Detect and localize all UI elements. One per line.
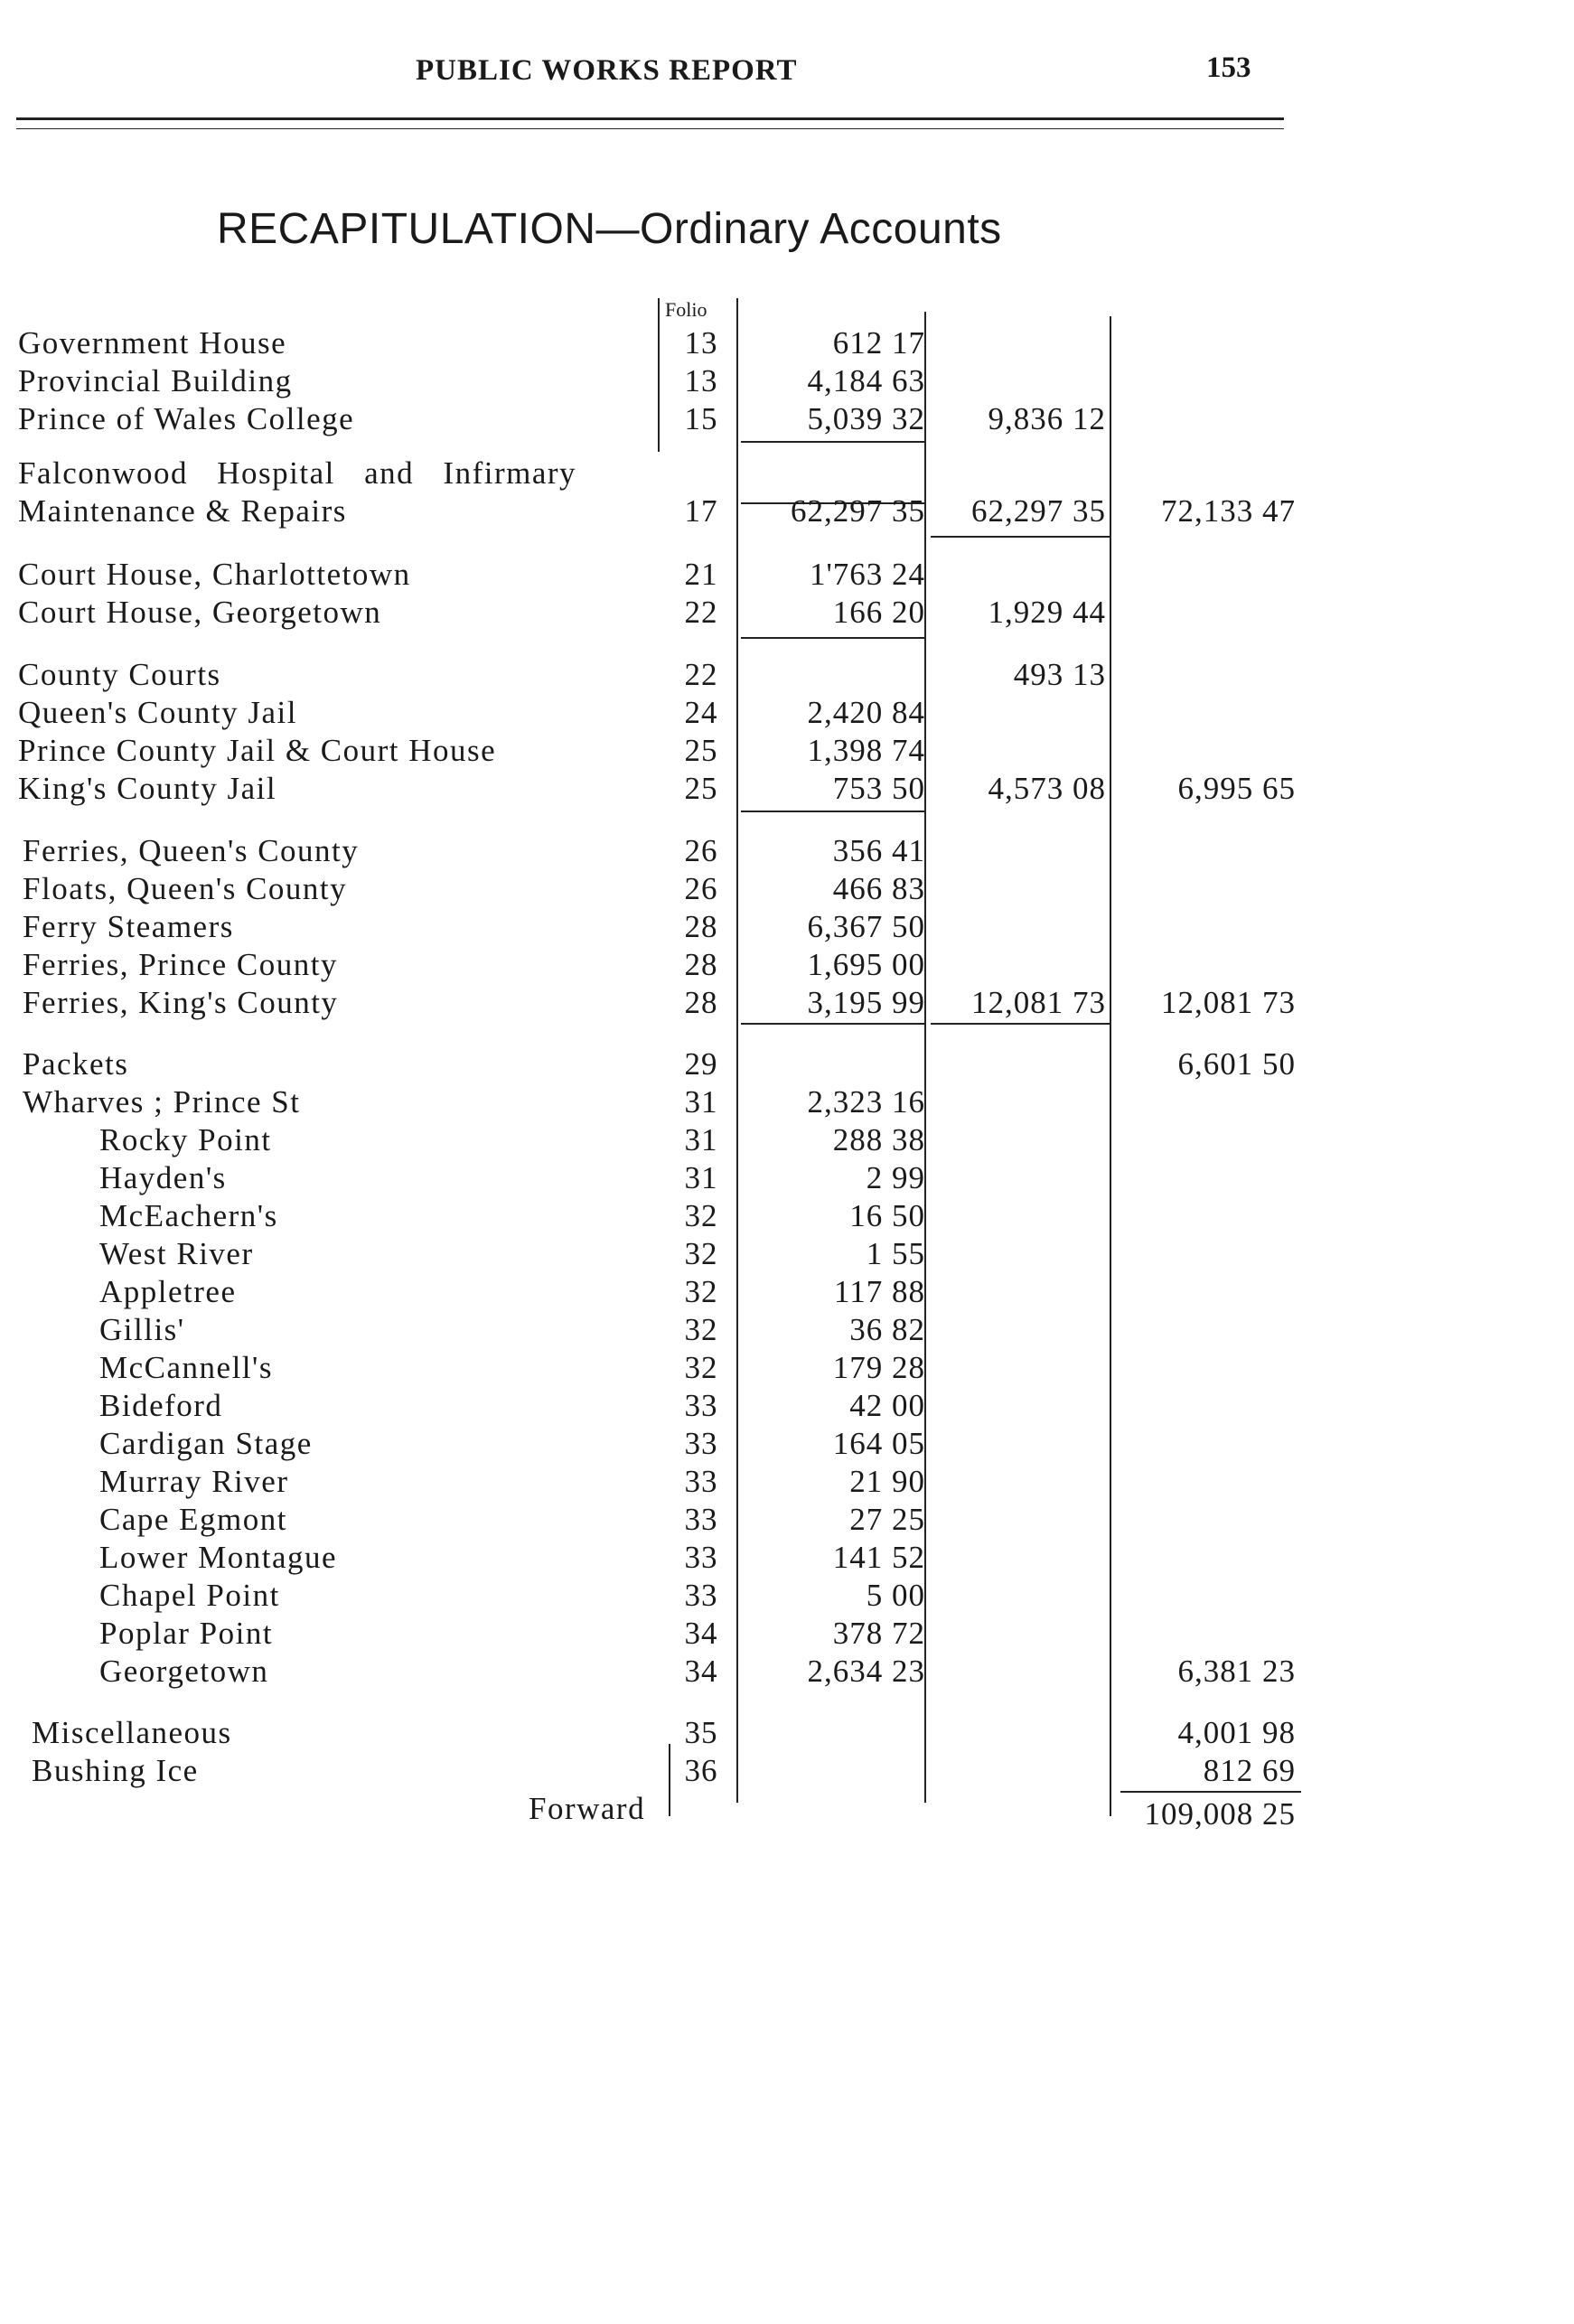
row-label: West River bbox=[99, 1236, 254, 1271]
row-folio: 32 bbox=[684, 1198, 718, 1233]
folio-column-header: Folio bbox=[665, 298, 707, 321]
row-folio: 25 bbox=[684, 733, 718, 768]
row-total: 6,381 23 bbox=[1177, 1654, 1296, 1689]
sum-rule bbox=[931, 1023, 1110, 1025]
row-amount: 166 20 bbox=[832, 595, 925, 630]
row-folio: 32 bbox=[684, 1350, 718, 1385]
row-amount: 356 41 bbox=[832, 833, 925, 868]
row-folio: 22 bbox=[684, 595, 718, 630]
row-label: Ferry Steamers bbox=[23, 909, 234, 944]
row-label: King's County Jail bbox=[18, 771, 277, 806]
row-amount: 1'763 24 bbox=[809, 557, 925, 592]
row-folio: 33 bbox=[684, 1502, 718, 1537]
row-label: Ferries, Prince County bbox=[23, 947, 338, 982]
row-folio: 13 bbox=[684, 325, 718, 361]
row-folio: 31 bbox=[684, 1122, 718, 1157]
row-label: Maintenance & Repairs bbox=[18, 493, 347, 529]
header-rule-bottom bbox=[16, 128, 1284, 129]
row-subtotal: 493 13 bbox=[1013, 657, 1106, 692]
row-total: 6,995 65 bbox=[1177, 771, 1296, 806]
row-label: McCannell's bbox=[99, 1350, 273, 1385]
folio-left-rule-lower bbox=[669, 1744, 670, 1816]
row-folio: 33 bbox=[684, 1426, 718, 1461]
row-total: 4,001 98 bbox=[1177, 1715, 1296, 1750]
row-label: Court House, Georgetown bbox=[18, 595, 382, 630]
row-label: Murray River bbox=[99, 1464, 289, 1499]
row-amount: 466 83 bbox=[832, 871, 925, 906]
row-folio: 22 bbox=[684, 657, 718, 692]
row-label: Queen's County Jail bbox=[18, 695, 297, 730]
row-amount: 1,398 74 bbox=[807, 733, 925, 768]
running-header-title: PUBLIC WORKS REPORT bbox=[416, 54, 798, 87]
page-heading: RECAPITULATION—Ordinary Accounts bbox=[217, 205, 1002, 253]
row-subtotal: 12,081 73 bbox=[971, 985, 1106, 1020]
col2-right-rule bbox=[1110, 316, 1111, 1816]
row-amount: 378 72 bbox=[832, 1616, 925, 1651]
row-amount: 2,634 23 bbox=[807, 1654, 925, 1689]
row-subtotal: 62,297 35 bbox=[971, 493, 1106, 529]
sum-rule bbox=[741, 1023, 924, 1025]
row-subtotal: 1,929 44 bbox=[988, 595, 1106, 630]
folio-left-rule bbox=[658, 298, 660, 452]
row-folio: 24 bbox=[684, 695, 718, 730]
row-label: Cape Egmont bbox=[99, 1502, 287, 1537]
row-label: Ferries, Queen's County bbox=[23, 833, 360, 868]
row-label: McEachern's bbox=[99, 1198, 278, 1233]
row-folio: 34 bbox=[684, 1654, 718, 1689]
row-folio: 35 bbox=[684, 1715, 718, 1750]
row-label: Lower Montague bbox=[99, 1540, 338, 1575]
sum-rule bbox=[931, 536, 1110, 538]
row-label: Packets bbox=[23, 1046, 129, 1082]
row-label: Appletree bbox=[99, 1274, 237, 1309]
row-label: County Courts bbox=[18, 657, 221, 692]
row-label: Rocky Point bbox=[99, 1122, 272, 1157]
row-amount: 164 05 bbox=[832, 1426, 925, 1461]
row-folio: 33 bbox=[684, 1388, 718, 1423]
row-amount: 117 88 bbox=[834, 1274, 925, 1309]
row-folio: 33 bbox=[684, 1578, 718, 1613]
row-amount: 753 50 bbox=[832, 771, 925, 806]
row-amount: 1 55 bbox=[866, 1236, 925, 1271]
row-label: Falconwood Hospital and Infirmary bbox=[18, 455, 577, 491]
row-folio: 28 bbox=[684, 909, 718, 944]
row-label: Ferries, King's County bbox=[23, 985, 339, 1020]
row-total: 72,133 47 bbox=[1161, 493, 1296, 529]
row-amount: 288 38 bbox=[832, 1122, 925, 1157]
row-total: 12,081 73 bbox=[1161, 985, 1296, 1020]
row-amount: 2,420 84 bbox=[807, 695, 925, 730]
page-number: 153 bbox=[1206, 52, 1251, 84]
sum-rule bbox=[741, 441, 924, 443]
row-total: 6,601 50 bbox=[1177, 1046, 1296, 1082]
row-folio: 29 bbox=[684, 1046, 718, 1082]
row-folio: 28 bbox=[684, 947, 718, 982]
row-folio: 36 bbox=[684, 1753, 718, 1788]
row-folio: 25 bbox=[684, 771, 718, 806]
row-label: Hayden's bbox=[99, 1160, 227, 1195]
row-label: Floats, Queen's County bbox=[23, 871, 348, 906]
row-folio: 21 bbox=[684, 557, 718, 592]
row-folio: 17 bbox=[684, 493, 718, 529]
row-label: Court House, Charlottetown bbox=[18, 557, 411, 592]
row-folio: 33 bbox=[684, 1540, 718, 1575]
row-label: Poplar Point bbox=[99, 1616, 274, 1651]
row-amount: 5 00 bbox=[866, 1578, 925, 1613]
row-folio: 34 bbox=[684, 1616, 718, 1651]
row-amount: 141 52 bbox=[832, 1540, 925, 1575]
row-amount: 5,039 32 bbox=[807, 401, 925, 436]
row-folio: 32 bbox=[684, 1236, 718, 1271]
row-folio: 33 bbox=[684, 1464, 718, 1499]
row-folio: 31 bbox=[684, 1084, 718, 1120]
sum-rule bbox=[741, 811, 924, 812]
row-folio: 32 bbox=[684, 1312, 718, 1347]
row-label: Georgetown bbox=[99, 1654, 269, 1689]
row-label: Government House bbox=[18, 325, 287, 361]
row-amount: 6,367 50 bbox=[807, 909, 925, 944]
header-rule-top bbox=[16, 117, 1284, 120]
row-folio: 13 bbox=[684, 363, 718, 398]
row-label: Wharves ; Prince St bbox=[23, 1084, 301, 1120]
row-subtotal: 4,573 08 bbox=[988, 771, 1106, 806]
forward-label: Forward bbox=[529, 1791, 646, 1826]
row-label: Bideford bbox=[99, 1388, 223, 1423]
row-folio: 15 bbox=[684, 401, 718, 436]
row-amount: 2,323 16 bbox=[807, 1084, 925, 1120]
row-label: Prince County Jail & Court House bbox=[18, 733, 497, 768]
row-amount: 42 00 bbox=[849, 1388, 925, 1423]
sum-rule bbox=[741, 637, 924, 639]
row-label: Chapel Point bbox=[99, 1578, 280, 1613]
row-amount: 21 90 bbox=[849, 1464, 925, 1499]
row-amount: 2 99 bbox=[866, 1160, 925, 1195]
row-amount: 36 82 bbox=[849, 1312, 925, 1347]
row-amount: 3,195 99 bbox=[807, 985, 925, 1020]
row-amount: 4,184 63 bbox=[807, 363, 925, 398]
row-folio: 32 bbox=[684, 1274, 718, 1309]
row-amount: 179 28 bbox=[832, 1350, 925, 1385]
row-total: 812 69 bbox=[1203, 1753, 1296, 1788]
row-amount: 1,695 00 bbox=[807, 947, 925, 982]
row-amount: 16 50 bbox=[849, 1198, 925, 1233]
row-folio: 28 bbox=[684, 985, 718, 1020]
row-label: Prince of Wales College bbox=[18, 401, 355, 436]
row-folio: 26 bbox=[684, 833, 718, 868]
row-label: Gillis' bbox=[99, 1312, 185, 1347]
row-amount: 27 25 bbox=[849, 1502, 925, 1537]
row-amount: 612 17 bbox=[832, 325, 925, 361]
row-subtotal: 9,836 12 bbox=[988, 401, 1106, 436]
row-label: Cardigan Stage bbox=[99, 1426, 313, 1461]
row-label: Provincial Building bbox=[18, 363, 293, 398]
folio-right-rule bbox=[736, 298, 738, 1803]
row-folio: 26 bbox=[684, 871, 718, 906]
total-rule bbox=[1120, 1791, 1301, 1793]
row-label: Miscellaneous bbox=[32, 1715, 232, 1750]
forward-total: 109,008 25 bbox=[1144, 1796, 1296, 1832]
row-amount: 62,297 35 bbox=[791, 493, 925, 529]
row-folio: 31 bbox=[684, 1160, 718, 1195]
row-label: Bushing Ice bbox=[32, 1753, 199, 1788]
